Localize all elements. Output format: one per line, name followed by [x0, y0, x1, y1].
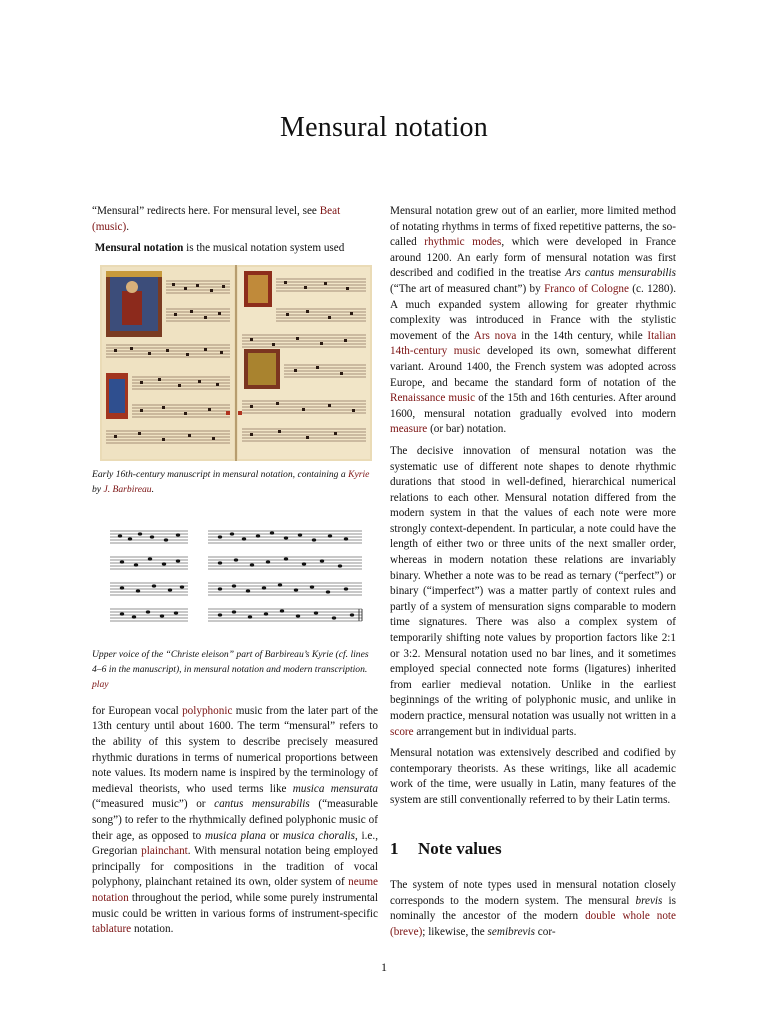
left-body-paragraph: for European vocal polyphonic music from the later part of the 13th century until about 1600. The term “mensural” refers to the ability of this system to describe precisely measured rhythmic durations in terms of numerical proportions between note values. Its modern name is inspired by the terminology of medieval theorists, who used terms like musica mensurata (“measured music”) or cantus mensurabilis (“measurable song”) to refer to the rhythmically defined polyphonic music of their age, as opposed to musica plana or musica choralis, i.e., Gregorian plainchant. With mensural notation being employed principally for compositions in the tradition of vocal polyphony, plainchant retained its own, older system of neume notation throughout the period, while some purely instrumental music could be written in various forms of instrument-specific tablature notation.	[92, 704, 378, 936]
beat-music-link[interactable]: Beat (music)	[92, 205, 341, 233]
polyphonic-link[interactable]: polyphonic	[182, 704, 233, 717]
figure2-caption: Upper voice of the “Christe eleison” part of Barbireau’s Kyrie (cf. lines 4–6 in the manuscript), in mensural notation and modern transcription. play	[92, 648, 369, 690]
neume-notation-link[interactable]: neume notation	[92, 876, 378, 904]
score-transcription-image	[108, 509, 364, 641]
page-title: Mensural notation	[280, 112, 488, 143]
barbireau-link[interactable]: J. Barbireau	[103, 483, 152, 495]
lead-sentence: Mensural notation is the musical notation system used	[94, 242, 345, 255]
franco-of-cologne-link[interactable]: Franco of Cologne	[544, 282, 629, 295]
measure-link[interactable]: measure	[390, 423, 428, 436]
kyrie-link[interactable]: Kyrie	[348, 468, 370, 480]
page-number: 1	[381, 960, 387, 974]
plainchant-link[interactable]: plainchant	[141, 845, 188, 858]
section-heading-note-values	[390, 838, 676, 858]
right-paragraph-1: Mensural notation grew out of an earlier, more limited method of notating rhythms in terms of fixed repetitive patterns, the so-called rhythmic modes, which were developed in France around 1200. An early form of mensural notation was first described and codified in the treatise Ars cantus mensurabilis (“The art of measured chant”) by Franco of Cologne (c. 1280). A much expanded system allowing for greater rhythmic complexity was introduced in France with the stylistic movement of the Ars nova in the 14th century, while Italian 14th-century music developed its own, somewhat different variant. Around 1400, the French system was adopted across Europe, and became the standard form of notation of the Renaissance music of the 15th and 16th centuries. After around 1600, mensural notation gradually evolved into modern measure (or bar) notation.	[390, 205, 677, 436]
ars-nova-link[interactable]: Ars nova	[473, 329, 517, 342]
double-whole-note-link[interactable]: double whole note (breve)	[390, 910, 676, 938]
rhythmic-modes-link[interactable]: rhythmic modes	[424, 236, 502, 249]
manuscript-image	[100, 265, 372, 461]
section-title: Note values	[418, 838, 502, 858]
section-number: 1	[390, 838, 399, 858]
hatnote: “Mensural” redirects here. For mensural level, see Beat (music).	[92, 205, 341, 233]
right-paragraph-2: The decisive innovation of mensural notation was the systematic use of different note shapes to denote rhythmic durations that stood in well-defined, hierarchical numerical relations to each other. Mensural notation differed from the modern system in that the values of each note were more strongly context-dependent. In particular, a note could have the length of either two or three units of the next smaller order, whereas in modern notation these relations are invariably binary. Whether a note was to be read as ternary (“perfect”) or binary (“imperfect”) was a matter partly of context rules and partly of a system of mensuration signs comparable to modern time signatures. There was also a complex system of temporarily shifting note values by proportion factors like 2:1 or 3:2. Mensural notation used no bar lines, and it sometimes employed special connected note forms (ligatures) inherited from earlier medieval notation. Unlike in the earliest beginnings of the writing of polyphonic music, and unlike in modern practice, mensural notation was usually not written in a score arrangement but in individual parts.	[390, 444, 676, 738]
italian-14th-century-music-link[interactable]: Italian 14th-century music	[390, 329, 676, 358]
figure1-caption: Early 16th-century manuscript in mensural notation, containing a Kyrie by J. Barbireau.	[92, 468, 370, 495]
right-paragraph-3: Mensural notation was extensively described and codified by contemporary theorists. As these writings, like all academic work of the time, were usually in Latin, many features of the system are still conventionally referred to by their Latin terms.	[390, 747, 676, 806]
tablature-link[interactable]: tablature	[92, 923, 132, 936]
right-column	[390, 204, 676, 947]
renaissance-music-link[interactable]: Renaissance music	[390, 392, 476, 405]
play-audio-link[interactable]: play	[92, 678, 109, 690]
lead-bold-term: Mensural notation	[94, 242, 184, 255]
score-link[interactable]: score	[390, 725, 414, 738]
right-paragraph-4: The system of note types used in mensural notation closely corresponds to the modern system. The mensural brevis is nominally the ancestor of the modern double whole note (breve); likewise, the semibrevis cor-	[390, 879, 676, 938]
left-column	[92, 204, 378, 944]
